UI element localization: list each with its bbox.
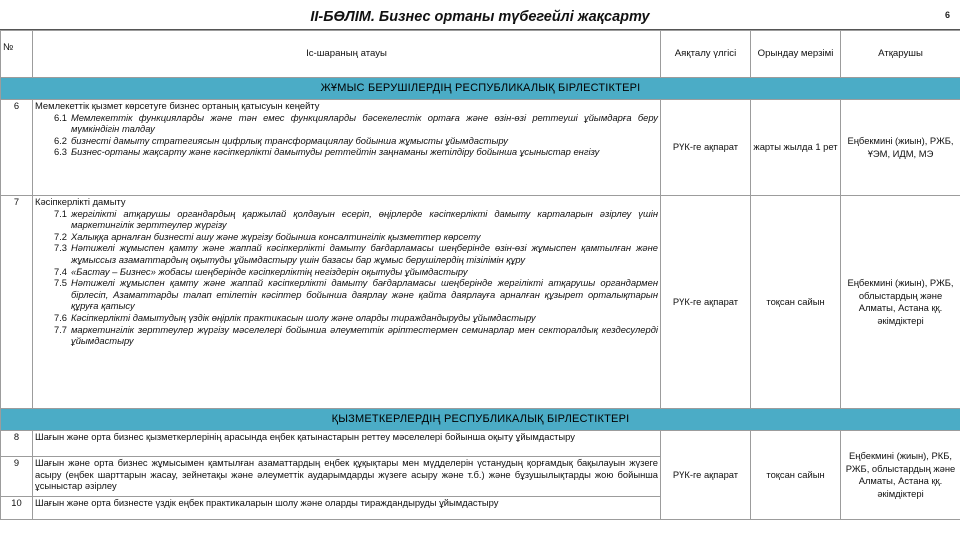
subitem-text: бизнесті дамыту стратегиясын цифрлық трансформациялау бойынша жұмысты ұйымдастыру [71, 134, 508, 146]
item-7-executor: Еңбекмині (жиын), РЖБ, облыстардың және Алматы, Астана ққ. әкімдіктері [841, 196, 960, 409]
subitem-number: 6.1 [53, 111, 67, 123]
table-row-item-6 [1, 100, 960, 196]
subitem-number: 6.3 [53, 146, 67, 158]
subitem-text: Нәтижелі жұмыспен қамту және жаппай кәсіпкерлікті дамыту бағдарламасы шеңберінде өзін-өзі жұмыспен қамтылған және жұмыссыз азаматтардың оқытуды ұйымдастыру үшін базасы бар жұмыс берушілердің тізілімін құру [71, 242, 658, 265]
subitem-number: 7.1 [53, 207, 67, 219]
subitem-7-5 [35, 277, 658, 312]
subitem-text: жергілікті атқарушы органдардың қаржылай қолдауын есеріп, өңірлерде кәсіпкерлікті дамыту карталарын әзірлеу үшін маркетингілік зерттеулер жүргізу [71, 207, 658, 231]
item-number: 6 [1, 100, 33, 196]
subitem-text: Халыққа арналған бизнесті ашу және жүргізу бойынша консалтингілік қызметтер көрсету [71, 230, 481, 242]
item-7-title: Кәсіпкерлікті дамыту [35, 196, 126, 207]
subitem-text: Кәсіпкерлікті дамытудың үздік өңірлік практикасын шолу және оларды тираждандыруды ұйымдастыру [71, 311, 536, 323]
header-action: Іс-шараның атауы [33, 31, 661, 78]
header-row [1, 31, 960, 78]
item-6-content [33, 100, 661, 196]
action-plan-table [0, 30, 960, 520]
subitem-7-4 [35, 266, 658, 278]
subitem-number: 7.5 [53, 277, 67, 289]
header-executor: Атқарушы [841, 31, 960, 78]
header-deadline: Орындау мерзімі [751, 31, 841, 78]
item-number: 10 [1, 497, 33, 520]
item-10-text: Шағын және орта бизнесте үздік еңбек практикаларын шолу және оларды тираждандыруды ұйымдастыру [33, 497, 661, 520]
header-num: № [1, 31, 33, 78]
section-row-workers [1, 409, 960, 431]
item-6-deadline: жарты жылда 1 рет [751, 100, 841, 196]
section-title-workers: ҚЫЗМЕТКЕРЛЕРДІҢ РЕСПУБЛИКАЛЫҚ БІРЛЕСТІКТЕРІ [1, 409, 960, 431]
item-6-form: РҮК-ге ақпарат [661, 100, 751, 196]
item-number: 7 [1, 196, 33, 409]
item-8-text: Шағын және орта бизнес қызметкерлерінің арасында еңбек қатынастарын реттеу мәселелері бойынша оқыту ұйымдастыру [33, 431, 661, 457]
subitem-number: 6.2 [53, 134, 67, 146]
subitem-number: 7.4 [53, 265, 67, 277]
group-3-form: РҮК-ге ақпарат [661, 431, 751, 520]
item-7-deadline: тоқсан сайын [751, 196, 841, 409]
subitem-7-6 [35, 312, 658, 324]
subitem-6-1 [35, 112, 658, 135]
subitem-6-3 [35, 146, 658, 158]
group-3-deadline: тоқсан сайын [751, 431, 841, 520]
subitem-text: Бизнес-ортаны жақсарту және кәсіпкерлікті дамытуды реттейтін заңнаманы жетілдіру бойынша ұсыныстар енгізу [71, 146, 600, 158]
item-9-text: Шағын және орта бизнес жұмысымен қамтылған азаматтардың еңбек құқықтары мен мүдделерін үстанудың қорғамдық бақылауын жүзеге асыру (еңбек шарттарын жасау, зейнетақы және әлеуметтік аударымдарды жүзеге асыру және т.б.) және бұзушылықтарды жою бойынша ұсыныстар әзірлеу [33, 457, 661, 497]
subitem-text: Нәтижелі жұмыспен қамту және жаппай кәсіпкерлікті дамыту бағдарламасы шеңберінде жергілікті атқарушы органдармен бірлесіп, Азаматтарды талап етілетін кәсіптер бойынша даярлау және қайта даярлауға арналған құзырет орталықтарын құруға қатысу [71, 277, 658, 312]
group-3-executor: Еңбекмині (жиын), РКБ, РЖБ, облыстардың және Алматы, Астана ққ. әкімдіктері [841, 431, 960, 520]
subitem-text: Мемлекеттік функцияларды және тән емес функцияларды бәсекелестік ортаға және өзін-өзі реттеуші ұйымдарға беру мүмкіндігін талдау [71, 111, 658, 135]
item-6-executor: Еңбекмині (жиын), РЖБ, ҰЭМ, ИДМ, МЭ [841, 100, 960, 196]
subitem-7-7 [35, 324, 658, 347]
section-row-employers [1, 78, 960, 100]
item-number: 9 [1, 457, 33, 497]
subitem-7-2 [35, 231, 658, 243]
subitem-number: 7.2 [53, 230, 67, 242]
section-title-employers: ЖҰМЫС БЕРУШІЛЕРДІҢ РЕСПУБЛИКАЛЫҚ БІРЛЕСТІКТЕРІ [1, 78, 960, 100]
item-7-content [33, 196, 661, 409]
subitem-7-1 [35, 208, 658, 231]
subitem-number: 7.3 [53, 242, 67, 254]
subitem-text: «Бастау – Бизнес» жобасы шеңберінде кәсіпкерліктің негіздерін оқытуды ұйымдастыру [71, 265, 468, 277]
subitem-number: 7.7 [53, 323, 67, 335]
item-7-form: РҮК-ге ақпарат [661, 196, 751, 409]
subitem-7-3 [35, 242, 658, 265]
subitem-text: маркетингілік зерттеулер жүргізу мәселелері бойынша әлеуметтік әріптестермен семинарлар мен секторалдық кездесулерді ұйымдастыру [71, 323, 658, 347]
header-form: Аяқталу үлгісі [661, 31, 751, 78]
subitem-number: 7.6 [53, 311, 67, 323]
item-6-title: Мемлекеттік қызмет көрсетуге бизнес ортаның қатысуын кеңейту [35, 100, 320, 111]
table-row-item-7 [1, 196, 960, 409]
item-number: 8 [1, 431, 33, 457]
subitem-6-2 [35, 135, 658, 147]
page-number: 6 [944, 10, 950, 20]
page-title: ІІ-БӨЛІМ. Бизнес ортаны түбегейлі жақсарту [310, 9, 650, 25]
table-row-item-8 [1, 431, 960, 457]
